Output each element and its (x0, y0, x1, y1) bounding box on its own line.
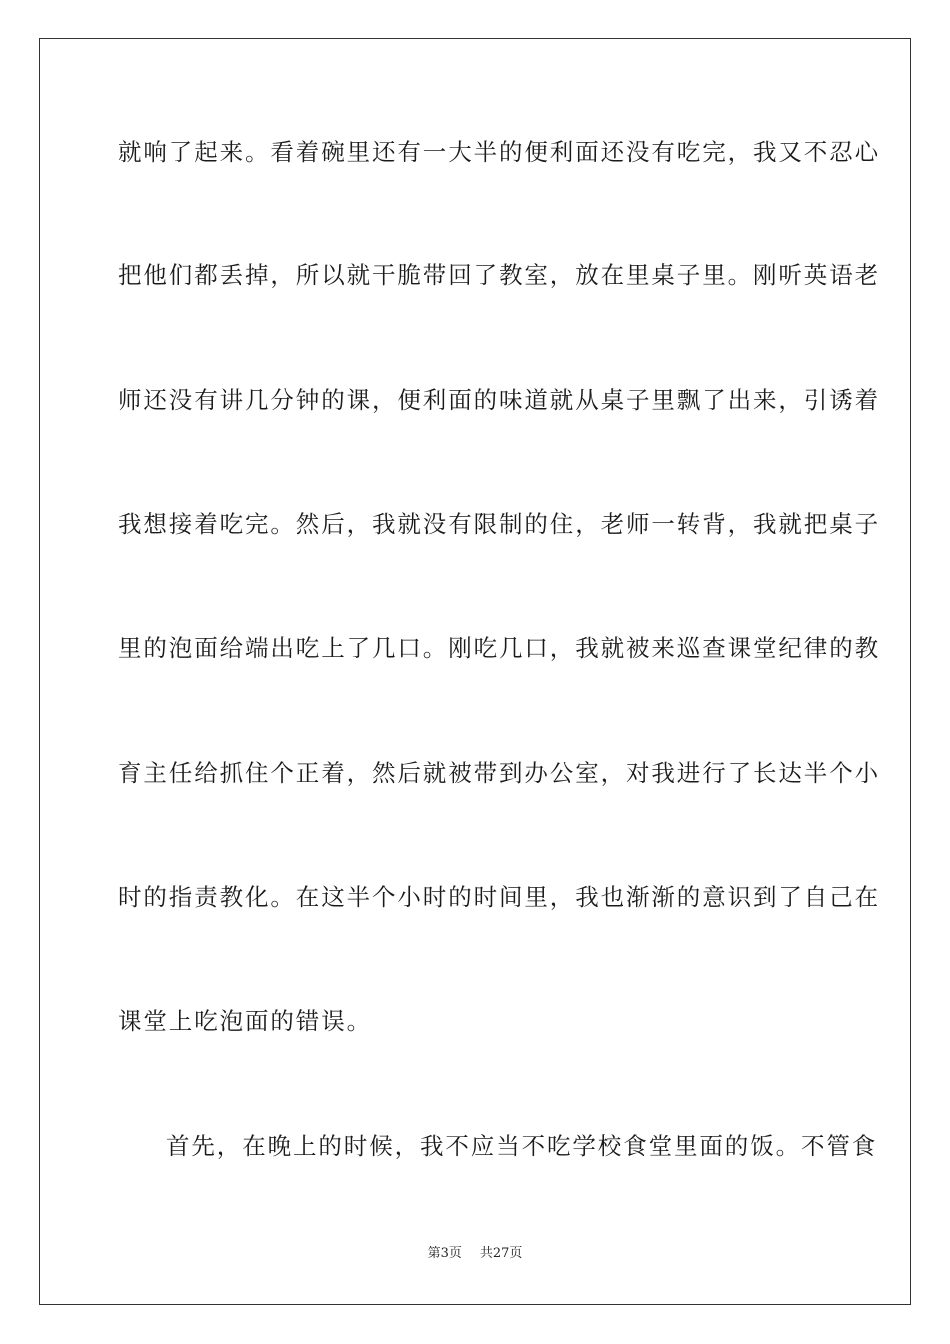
text-line: 课堂上吃泡面的错误。 (118, 1007, 372, 1035)
total-pages: 共27页 (479, 1246, 523, 1261)
text-line: 里的泡面给端出吃上了几口。刚吃几口，我就被来巡查课堂纪律的教 (118, 634, 880, 662)
text-line: 把他们都丢掉，所以就干脆带回了教室，放在里桌子里。刚听英语老 (118, 261, 880, 289)
page-border (39, 38, 911, 1305)
current-page-number: 第3页 (427, 1246, 462, 1261)
text-line: 时的指责教化。在这半个小时的时间里，我也渐渐的意识到了自己在 (118, 883, 880, 911)
paragraph-first-line: 首先，在晚上的时候，我不应当不吃学校食堂里面的饭。不管食 (166, 1132, 878, 1160)
text-line: 师还没有讲几分钟的课，便利面的味道就从桌子里飘了出来，引诱着 (118, 386, 880, 414)
page-footer (0, 1245, 950, 1263)
text-line: 我想接着吃完。然后，我就没有限制的住，老师一转背，我就把桌子 (118, 510, 880, 538)
text-line: 就响了起来。看着碗里还有一大半的便利面还没有吃完，我又不忍心 (118, 138, 880, 166)
text-line: 育主任给抓住个正着，然后就被带到办公室，对我进行了长达半个小 (118, 759, 880, 787)
